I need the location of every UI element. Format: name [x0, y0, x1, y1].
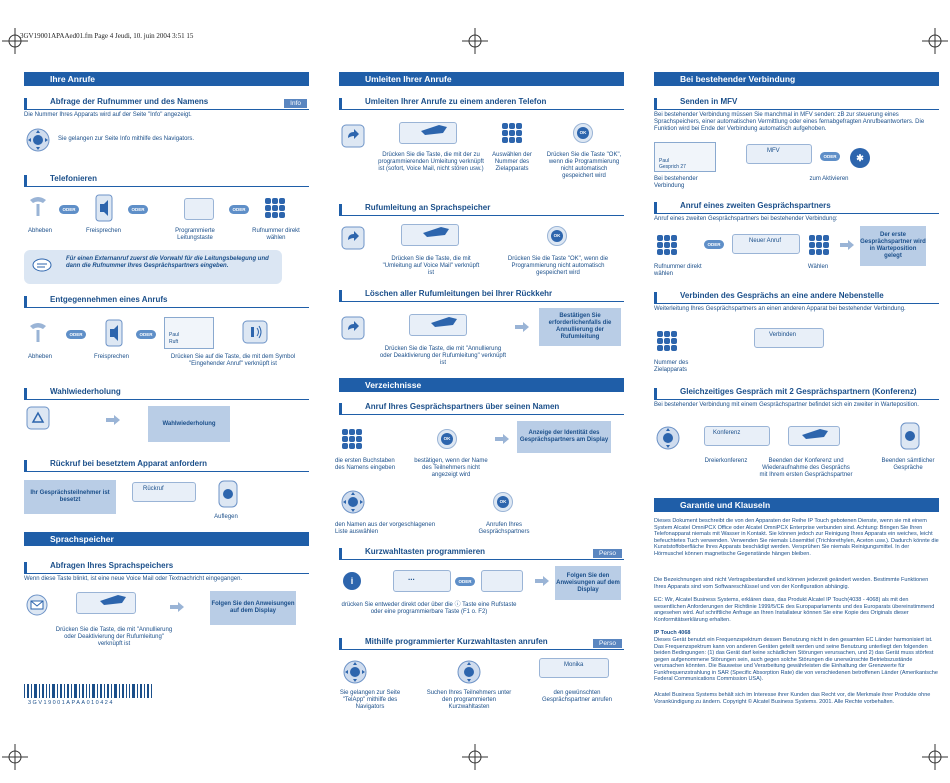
caption: drücken Sie entweder direkt oder über die ⓘ Taste eine Rufstaste oder eine programmierbare Taste (F1 o. F2) — [341, 602, 517, 615]
caption: Nummer des Zielapparats — [654, 360, 689, 373]
subsection-title: Kurzwahltasten programmieren — [365, 547, 486, 556]
caption: Drücken Sie auf die Taste, die mit dem Symbol "Eingehender Anruf" verknüpft ist — [170, 354, 296, 367]
caption: Freisprechen — [85, 228, 121, 234]
caption: den Namen aus der vorgeschlagenen Liste auswählen — [335, 522, 436, 535]
keypad-icon[interactable] — [341, 428, 363, 450]
perso-tag: Perso — [593, 549, 622, 558]
arrow-right-icon — [170, 602, 184, 612]
subsection-abfragen — [24, 562, 309, 574]
subsection-umleiten-telefon — [339, 98, 624, 110]
navigator-icon[interactable] — [343, 660, 367, 684]
caption: Abheben — [27, 228, 53, 234]
arrow-right-icon — [535, 576, 549, 586]
caption: Auflegen — [214, 514, 238, 520]
subsection-title: Verbinden des Gesprächs an eine andere Nebenstelle — [680, 291, 884, 300]
registration-mark-icon — [2, 28, 28, 54]
barcode-text: 3GV19001APAA010424 — [28, 700, 114, 706]
redial-button-icon[interactable] — [26, 406, 50, 430]
subsection-entgegennehmen — [24, 296, 309, 308]
subsection-anruf-name — [339, 403, 624, 415]
speaker-button-icon[interactable] — [104, 319, 124, 347]
forward-button-icon[interactable] — [341, 124, 365, 148]
identity-box: Anzeige der Identität des Gesprächspartners am Display — [517, 421, 611, 453]
body-text: Weiterleitung Ihres Gesprächspartners an einen anderen Apparat bei bestehender Verbindung. — [654, 306, 906, 312]
caption: Drücken Sie die Taste, die mit der zu programmierenden Umleitung verknüpft ist (sofort, Voice Mail, nicht stören usw.) — [378, 152, 484, 172]
body-text: Anruf eines zweiten Gesprächspartners bei bestehender Verbindung: — [654, 216, 838, 222]
caption: Drücken Sie die Taste, die mit "Umleitung auf Voice Mail" verknüpft ist — [382, 256, 480, 276]
handset-icon[interactable] — [26, 194, 50, 220]
speech-bubble-icon — [32, 258, 52, 274]
body-text: Bei bestehender Verbindung müssen Sie manchmal in MFV senden: zB zur steuerung eines Sprachspeichers, einer automatischen Vermittlung oder eines fernabgefragten Anrufbeantworters. Die Funktion wird bei Ende der Verbindung automatisch aufgehoben. — [654, 112, 925, 132]
subsection-title: Abfrage der Rufnummer und des Namens — [50, 97, 209, 106]
hangup-button-icon[interactable] — [216, 480, 240, 508]
caption: die ersten Buchstaben des Namens eingeben — [335, 458, 396, 471]
instructions-box: Folgen Sie den Anweisungen auf dem Display — [555, 566, 621, 600]
caption: den gewünschten Gesprächspartner anrufen — [541, 690, 613, 703]
section-bar-verzeichnisse: Verzeichnisse — [339, 378, 624, 392]
pressing-hand-icon — [100, 593, 126, 605]
navigator-caption: Sie gelangen zur Seite Info mithilfe des Navigators. — [58, 136, 195, 142]
note-box — [24, 250, 282, 284]
caption: Drücken Sie die Taste "OK", wenn die Programmierung nicht automatisch gespeichert wird — [507, 256, 609, 276]
file-header: 3GV19001APAAed01.fm Page 4 Jeudi, 10. juin 2004 3:51 15 — [20, 32, 194, 40]
subsection-title: Löschen aller Rufumleitungen bei Ihrer Rückkehr — [365, 289, 553, 298]
registration-mark-icon — [462, 744, 488, 770]
caption: Drücken Sie die Taste "OK", wenn die Programmierung nicht automatisch gespeichert wird — [546, 152, 622, 179]
caption: Suchen Ihres Teilnehmers unter den programmierten Kurzwahltasten — [426, 690, 512, 710]
caption: Sie gelangen zur Seite "TelApp" mithilfe des Navigators — [339, 690, 401, 710]
incoming-call-icon[interactable] — [242, 320, 268, 344]
subsection-telefonieren — [24, 175, 309, 187]
oder-badge: ODER — [455, 577, 475, 586]
arrow-right-icon — [840, 240, 854, 250]
info-icon[interactable]: i — [343, 572, 361, 590]
redial-info-box: Wahlwiederholung — [148, 406, 230, 442]
caption: Wählen — [807, 264, 829, 270]
oder-badge: ODER — [229, 205, 249, 214]
caption: Abheben — [27, 354, 53, 360]
subsection-title: Umleiten Ihrer Anrufe zu einem anderen Telefon — [365, 97, 547, 106]
forward-button-icon[interactable] — [341, 316, 365, 340]
ok-button[interactable] — [493, 492, 513, 512]
navigator-icon[interactable] — [656, 426, 680, 450]
pressing-hand-icon — [423, 225, 449, 237]
ok-button[interactable] — [547, 226, 567, 246]
subsection-title: Rückruf bei besetztem Apparat anfordern — [50, 459, 208, 468]
subsection-title: Gleichzeitiges Gespräch mit 2 Gesprächspartnern (Konferenz) — [680, 387, 917, 396]
instructions-box: Folgen Sie den Anweisungen auf dem Display — [210, 591, 296, 625]
oder-badge: ODER — [59, 205, 79, 214]
caption: Auswählen der Nummer des Zielapparats — [492, 152, 532, 172]
arrow-right-icon — [515, 322, 529, 332]
caption: Drücken Sie die Taste, die mit "Annullierung oder Deaktivierung der Rufumleitung" verknüpft ist — [379, 346, 507, 366]
registration-mark-icon — [462, 28, 488, 54]
legal-text: Die Bezeichnungen sind nicht Vertragsbestandteil und können jederzeit geändert werden. Bestimmte Funktionen Ihres Apparats sind vom Softwareschlüssel und von der Konfiguration abhängig. — [654, 577, 929, 590]
ok-button[interactable] — [437, 429, 457, 449]
oder-badge: ODER — [128, 205, 148, 214]
perso-tag: Perso — [593, 639, 622, 648]
subsection-konferenz — [654, 388, 939, 400]
caption: Programmierte Leitungstaste — [175, 228, 215, 241]
oder-badge: ODER — [66, 330, 86, 339]
busy-info-box: Ihr Gesprächsteilnehmer ist besetzt — [24, 480, 116, 514]
mfv-key[interactable]: MFV — [746, 144, 812, 164]
keypad-icon[interactable] — [501, 122, 523, 144]
caption: Freisprechen — [93, 354, 129, 360]
registration-mark-icon — [922, 28, 948, 54]
speaker-button-icon[interactable] — [94, 194, 114, 222]
oder-badge: ODER — [136, 330, 156, 339]
subsection-zweiter-partner — [654, 202, 939, 214]
pressing-hand-icon — [431, 315, 457, 327]
caption: Beenden der Konferenz und Wiederaufnahme des Gesprächs mit Ihrem ersten Gesprächspartner — [759, 458, 853, 478]
handset-icon[interactable] — [26, 320, 50, 346]
callback-key[interactable]: Rückruf — [132, 482, 196, 502]
info-tag: Info — [284, 99, 307, 108]
subsection-title: Abfragen Ihres Sprachspeichers — [50, 561, 174, 570]
forward-button-icon[interactable] — [341, 226, 365, 250]
subsection-title: Senden in MFV — [680, 97, 738, 106]
section-bar-verbindung: Bei bestehender Verbindung — [654, 72, 939, 86]
hangup-button-icon[interactable] — [898, 422, 922, 450]
oder-badge: ODER — [704, 240, 724, 249]
body-text: Wenn diese Taste blinkt, ist eine neue Voice Mail oder Textnachricht eingegangen. — [24, 576, 243, 582]
legal-text: Dieses Dokument beschreibt die von den Apparaten der Reihe IP Touch gebotenen Dienste, wenn sie mit einem System Alcatel OmniPCX Office oder Alcatel OmniPCX Enterprise verbunden sind. Achtung: Bringen Sie Ihren Telefonapparat niemals mit Wasser in Kontakt. Sie können jedoch zur Reinigung Ihres Apparats ein weiches, leicht befeuchtetes Tuch verwenden. Verwenden Sie niemals Lösemittel (Trichlorethylen, Aceton usw.). Dadurch könnte die Kunststoffoberfläche Ihres Apparats beschädigt werden. Versprühen Sie niemals Reinigungsmittel. In der Hörmuschel können magnetische Gegenstände hängen bleiben. — [654, 518, 939, 557]
line-key[interactable] — [184, 198, 214, 220]
conference-key[interactable]: Konferenz — [704, 426, 770, 446]
subsection-rueckruf — [24, 460, 309, 472]
legal-text: Alcatel Business Systems behält sich im Interesse ihrer Kunden das Recht vor, die Merkmale ihrer Produkte ohne Vorankündigung zu ändern. Copyright © Alcatel Business Systems. 2001. Alle Rechte vorbehalten. — [654, 692, 931, 705]
subsection-title: Anruf Ihres Gesprächspartners über seinen Namen — [365, 402, 560, 411]
subsection-kurzwahl-programmieren — [339, 548, 624, 560]
section-bar-ihre-anrufe: Ihre Anrufe — [24, 72, 309, 86]
pressing-hand-icon — [802, 427, 828, 439]
subsection-title: Wahlwiederholung — [50, 387, 121, 396]
keypad-icon[interactable] — [656, 330, 678, 352]
note-text: Für einen Externanruf zuerst die Vorwahl für die Leitungsbelegung und dann die Rufnummer Ihres Gesprächspartners eingeben. — [66, 256, 269, 269]
navigator-icon[interactable] — [457, 660, 481, 684]
subsection-kurzwahl-anrufen — [339, 638, 624, 650]
programmable-key[interactable] — [481, 570, 523, 592]
caption: Anrufen Ihres Gesprächspartners — [478, 522, 530, 535]
speed-dial-key[interactable]: ... — [393, 570, 451, 592]
keypad-icon[interactable] — [808, 234, 830, 256]
legal-text: Dieses Gerät benutzt ein Frequenzspektrum dessen Benutzung nicht in den gesamten EC Länder harmonisiert ist. Das Frequenzspektrum kann von anderen Geräten geteilt werden und seine Benutzung unterliegt den folgenden beiden Bedingungen: (1) das Gerät darf keine schädlichen Störungen verursachen, und 2) das Gerät muss störfest gegen aufgenommene Störungen sein, auch gegen solche Störungen die unerwünschte Betriebszustände verursachen könnten. Die Bauweise und Verarbeitung gewährleisten die Einhaltung der Grenzwerte für Funkfrequenzstrahlung in SAR (Specific Absorption Rate) die von verschiedenen betroffenen Länder (Amerikanische Federal Communications Commission USA). — [654, 637, 938, 682]
section-bar-umleiten: Umleiten Ihrer Anrufe — [339, 72, 624, 86]
hold-info-box: Der erste Gesprächspartner wird in Warteposition gelegt — [860, 226, 926, 266]
subsection-verbinden — [654, 292, 939, 304]
arrow-right-icon — [106, 415, 120, 425]
ok-button[interactable] — [573, 123, 593, 143]
navigator-icon[interactable] — [26, 128, 50, 152]
transfer-key[interactable]: Verbinden — [754, 328, 824, 348]
screen-line: Paul — [659, 158, 670, 164]
subsection-title: Rufumleitung an Sprachspeicher — [365, 203, 491, 212]
registration-mark-icon — [922, 744, 948, 770]
caption: zum Aktivieren — [809, 176, 849, 182]
subsection-title: Anruf eines zweiten Gesprächspartners — [680, 201, 831, 210]
subsection-loeschen — [339, 290, 624, 302]
caption: Rufnummer direkt wählen — [252, 228, 300, 241]
legal-heading: IP Touch 4068 — [654, 630, 691, 636]
subsection-wahlwiederholung — [24, 388, 309, 400]
screen-line: Ruft — [169, 339, 179, 345]
oder-badge: ODER — [820, 152, 840, 161]
keypad-icon[interactable] — [264, 197, 286, 219]
star-key-icon[interactable]: ✱ — [850, 148, 870, 168]
screen-line: Gesprich 27 — [659, 164, 686, 170]
section-bar-garantie: Garantie und Klauseln — [654, 498, 939, 512]
subsection-mfv — [654, 98, 939, 110]
speed-dial-key-monika[interactable]: Monika — [539, 658, 609, 678]
message-button-icon[interactable] — [26, 594, 48, 616]
arrow-right-icon — [495, 434, 509, 444]
legal-text: EC: Wir, Alcatel Business Systems, erklären dass, das Produkt Alcatel IP Touch(4038 - 4068) als mit den wesentlichen Anforderungen der Richtlinie 1999/5/CE des Europaparlaments und des Europarats übereinstimmend angesehen wird. Auf schriftliche Anfrage an Ihren Installateur können Sie eine Kopie des Originals dieser Konformitätserklärung erhalten. — [654, 597, 935, 623]
confirm-box: Bestätigen Sie erforderlichenfalls die Annullierung der Rufumleitung — [539, 308, 621, 346]
body-text: Bei bestehender Verbindung mit einem Gesprächspartner befindet sich ein zweiter in Warteposition. — [654, 402, 919, 408]
caption: Beenden sämtlicher Gespräche — [881, 458, 935, 471]
screen-line: Paul — [169, 332, 180, 338]
subsection-sprachspeicher — [339, 204, 624, 216]
caption: Dreierkonferenz — [704, 458, 748, 464]
keypad-icon[interactable] — [656, 234, 678, 256]
pressing-hand-icon — [421, 123, 447, 135]
caption: bestätigen, wenn der Name des Teilnehmers nicht angezeigt wird — [414, 458, 488, 478]
subsection-title: Entgegennehmen eines Anrufs — [50, 295, 168, 304]
subsection-title: Telefonieren — [50, 174, 97, 183]
section-bar-sprachspeicher: Sprachspeicher — [24, 532, 309, 546]
caption: Rufnummer direkt wählen — [654, 264, 702, 277]
display-screen — [654, 142, 716, 172]
registration-mark-icon — [2, 744, 28, 770]
display-screen — [164, 317, 214, 349]
caption: Drücken Sie die Taste, die mit "Annullierung oder Deaktivierung der Rufumleitung" verknüpft ist — [55, 627, 173, 647]
new-call-key[interactable]: Neuer Anruf — [732, 234, 800, 254]
subsection-title: Mithilfe programmierter Kurzwahltasten anrufen — [365, 637, 548, 646]
navigator-icon[interactable] — [341, 490, 365, 514]
subsection-abfrage — [24, 98, 309, 110]
body-text: Die Nummer Ihres Apparats wird auf der Seite "Info" angezeigt. — [24, 112, 192, 118]
caption: Bei bestehender Verbindung — [654, 176, 698, 189]
